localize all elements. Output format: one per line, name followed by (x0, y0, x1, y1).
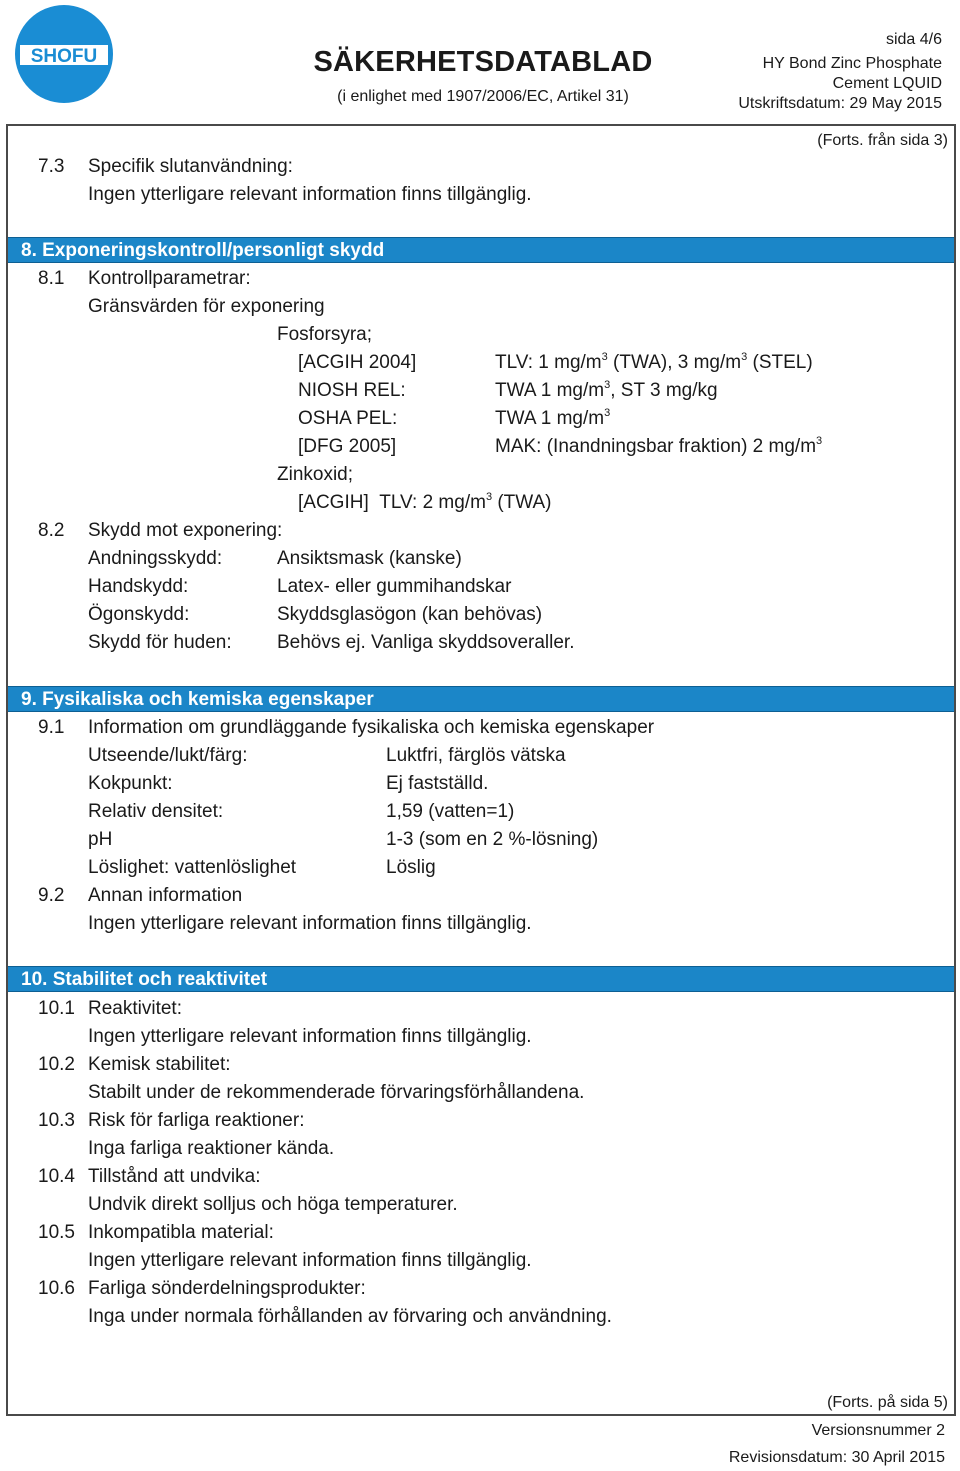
limit-value-osha: TWA 1 $mg/m^3$ (495, 407, 611, 429)
prop-value-appearance: Luktfri, färglös vätska (386, 745, 566, 766)
section-9-title: 9. Fysikaliska och kemiska egenskaper (21, 689, 374, 710)
s101-label: Reaktivitet: (88, 998, 182, 1019)
s102-label: Kemisk stabilitet: (88, 1054, 231, 1075)
s92-label: Annan information (88, 885, 243, 906)
s103-value: Inga farliga reaktioner kända. (88, 1138, 335, 1159)
substance-phosphoric-acid: Fosforsyra; (277, 324, 373, 345)
protection-value-skin: Behövs ej. Vanliga skyddsoveraller. (277, 632, 575, 653)
prop-value-solubility: Löslig (386, 857, 436, 878)
limit-key-dfg: [DFG 2005] (298, 436, 397, 457)
s73-number: 7.3 (38, 156, 65, 177)
continued-to: (Forts. på sida 5) (827, 1394, 948, 1411)
limit-value-niosh: TWA 1 $mg/m^3$, ST 3 mg/kg (495, 379, 718, 401)
print-date: Utskriftsdatum: 29 May 2015 (738, 95, 942, 112)
limit-key-niosh: NIOSH REL: (298, 380, 406, 401)
limit-key-acgih: [ACGIH 2004] (298, 352, 417, 373)
protection-value-eye: Skyddsglasögon (kan behövas) (277, 604, 543, 625)
zn-limit: [ACGIH] TLV: 2 $mg/m^3$ (TWA) (298, 491, 552, 513)
s91-label: Information om grundläggande fysikaliska och kemiska egenskaper (88, 717, 655, 738)
s92-value: Ingen ytterligare relevant information finns tillgänglig. (88, 913, 532, 934)
prop-key-appearance: Utseende/lukt/färg: (88, 745, 248, 766)
s102-value: Stabilt under de rekommenderade förvaringsförhållandena. (88, 1082, 585, 1103)
limit-value-dfg: MAK: (Inandningsbar fraktion) 2 $mg/m^3$ (495, 435, 823, 457)
s82-label: Skydd mot exponering: (88, 520, 283, 541)
s81-number: 8.1 (38, 268, 65, 289)
section-8-title: 8. Exponeringskontroll/personligt skydd (21, 240, 385, 261)
exposure-limits-heading: Gränsvärden för exponering (88, 296, 325, 317)
protection-key-eye: Ögonskydd: (88, 604, 190, 625)
s106-value: Inga under normala förhållanden av förvaring och användning. (88, 1306, 612, 1327)
s103-label: Risk för farliga reaktioner: (88, 1110, 305, 1131)
document-subtitle: (i enlighet med 1907/2006/EC, Artikel 31) (337, 88, 629, 105)
s102-number: 10.2 (38, 1054, 75, 1075)
logo-wordmark: SHOFU (30, 46, 98, 67)
prop-key-ph: pH (88, 829, 113, 850)
version-number: Versionsnummer 2 (811, 1422, 945, 1439)
s105-value: Ingen ytterligare relevant information finns tillgänglig. (88, 1250, 532, 1271)
limit-value-acgih: TLV: 1 $mg/m^3$ (TWA), 3 $mg/m^3$ (STEL) (495, 351, 813, 373)
s104-value: Undvik direkt solljus och höga temperaturer. (88, 1194, 458, 1215)
s101-value: Ingen ytterligare relevant information finns tillgänglig. (88, 1026, 532, 1047)
continued-from: (Forts. från sida 3) (817, 132, 948, 149)
section-9-header (8, 686, 954, 712)
s101-number: 10.1 (38, 998, 75, 1019)
s105-label: Inkompatibla material: (88, 1222, 274, 1243)
s73-label: Specifik slutanvändning: (88, 156, 293, 177)
s105-number: 10.5 (38, 1222, 75, 1243)
product-name-line1: HY Bond Zinc Phosphate (762, 55, 942, 72)
revision-date: Revisionsdatum: 30 April 2015 (728, 1449, 945, 1466)
s92-number: 9.2 (38, 885, 65, 906)
protection-key-skin: Skydd för huden: (88, 632, 232, 653)
prop-key-density: Relativ densitet: (88, 801, 224, 822)
section-10-title: 10. Stabilitet och reaktivitet (21, 969, 268, 990)
protection-value-hand: Latex- eller gummihandskar (277, 576, 512, 597)
section-10-header (8, 966, 954, 992)
product-name-line2: Cement LQUID (832, 75, 942, 92)
prop-value-boiling-point: Ej fastställd. (386, 773, 489, 794)
s104-number: 10.4 (38, 1166, 75, 1187)
protection-key-respiratory: Andningsskydd: (88, 548, 223, 569)
prop-key-solubility: Löslighet: vattenlöslighet (88, 857, 297, 878)
s82-number: 8.2 (38, 520, 65, 541)
prop-key-boiling-point: Kokpunkt: (88, 773, 173, 794)
s106-label: Farliga sönderdelningsprodukter: (88, 1278, 366, 1299)
section-8-header (8, 237, 954, 263)
s73-value: Ingen ytterligare relevant information finns tillgänglig. (88, 184, 532, 205)
s91-number: 9.1 (38, 717, 65, 738)
prop-value-density: 1,59 (vatten=1) (386, 801, 515, 822)
protection-value-respiratory: Ansiktsmask (kanske) (277, 548, 462, 569)
s103-number: 10.3 (38, 1110, 75, 1131)
s81-label: Kontrollparametrar: (88, 268, 251, 289)
page-number: sida 4/6 (885, 31, 942, 48)
prop-value-ph: 1-3 (som en 2 %-lösning) (386, 829, 599, 850)
s106-number: 10.6 (38, 1278, 75, 1299)
substance-zinc-oxide: Zinkoxid; (277, 464, 354, 485)
s104-label: Tillstånd att undvika: (88, 1166, 261, 1187)
protection-key-hand: Handskydd: (88, 576, 189, 597)
limit-key-osha: OSHA PEL: (298, 408, 398, 429)
document-title: SÄKERHETSDATABLAD (313, 46, 653, 78)
